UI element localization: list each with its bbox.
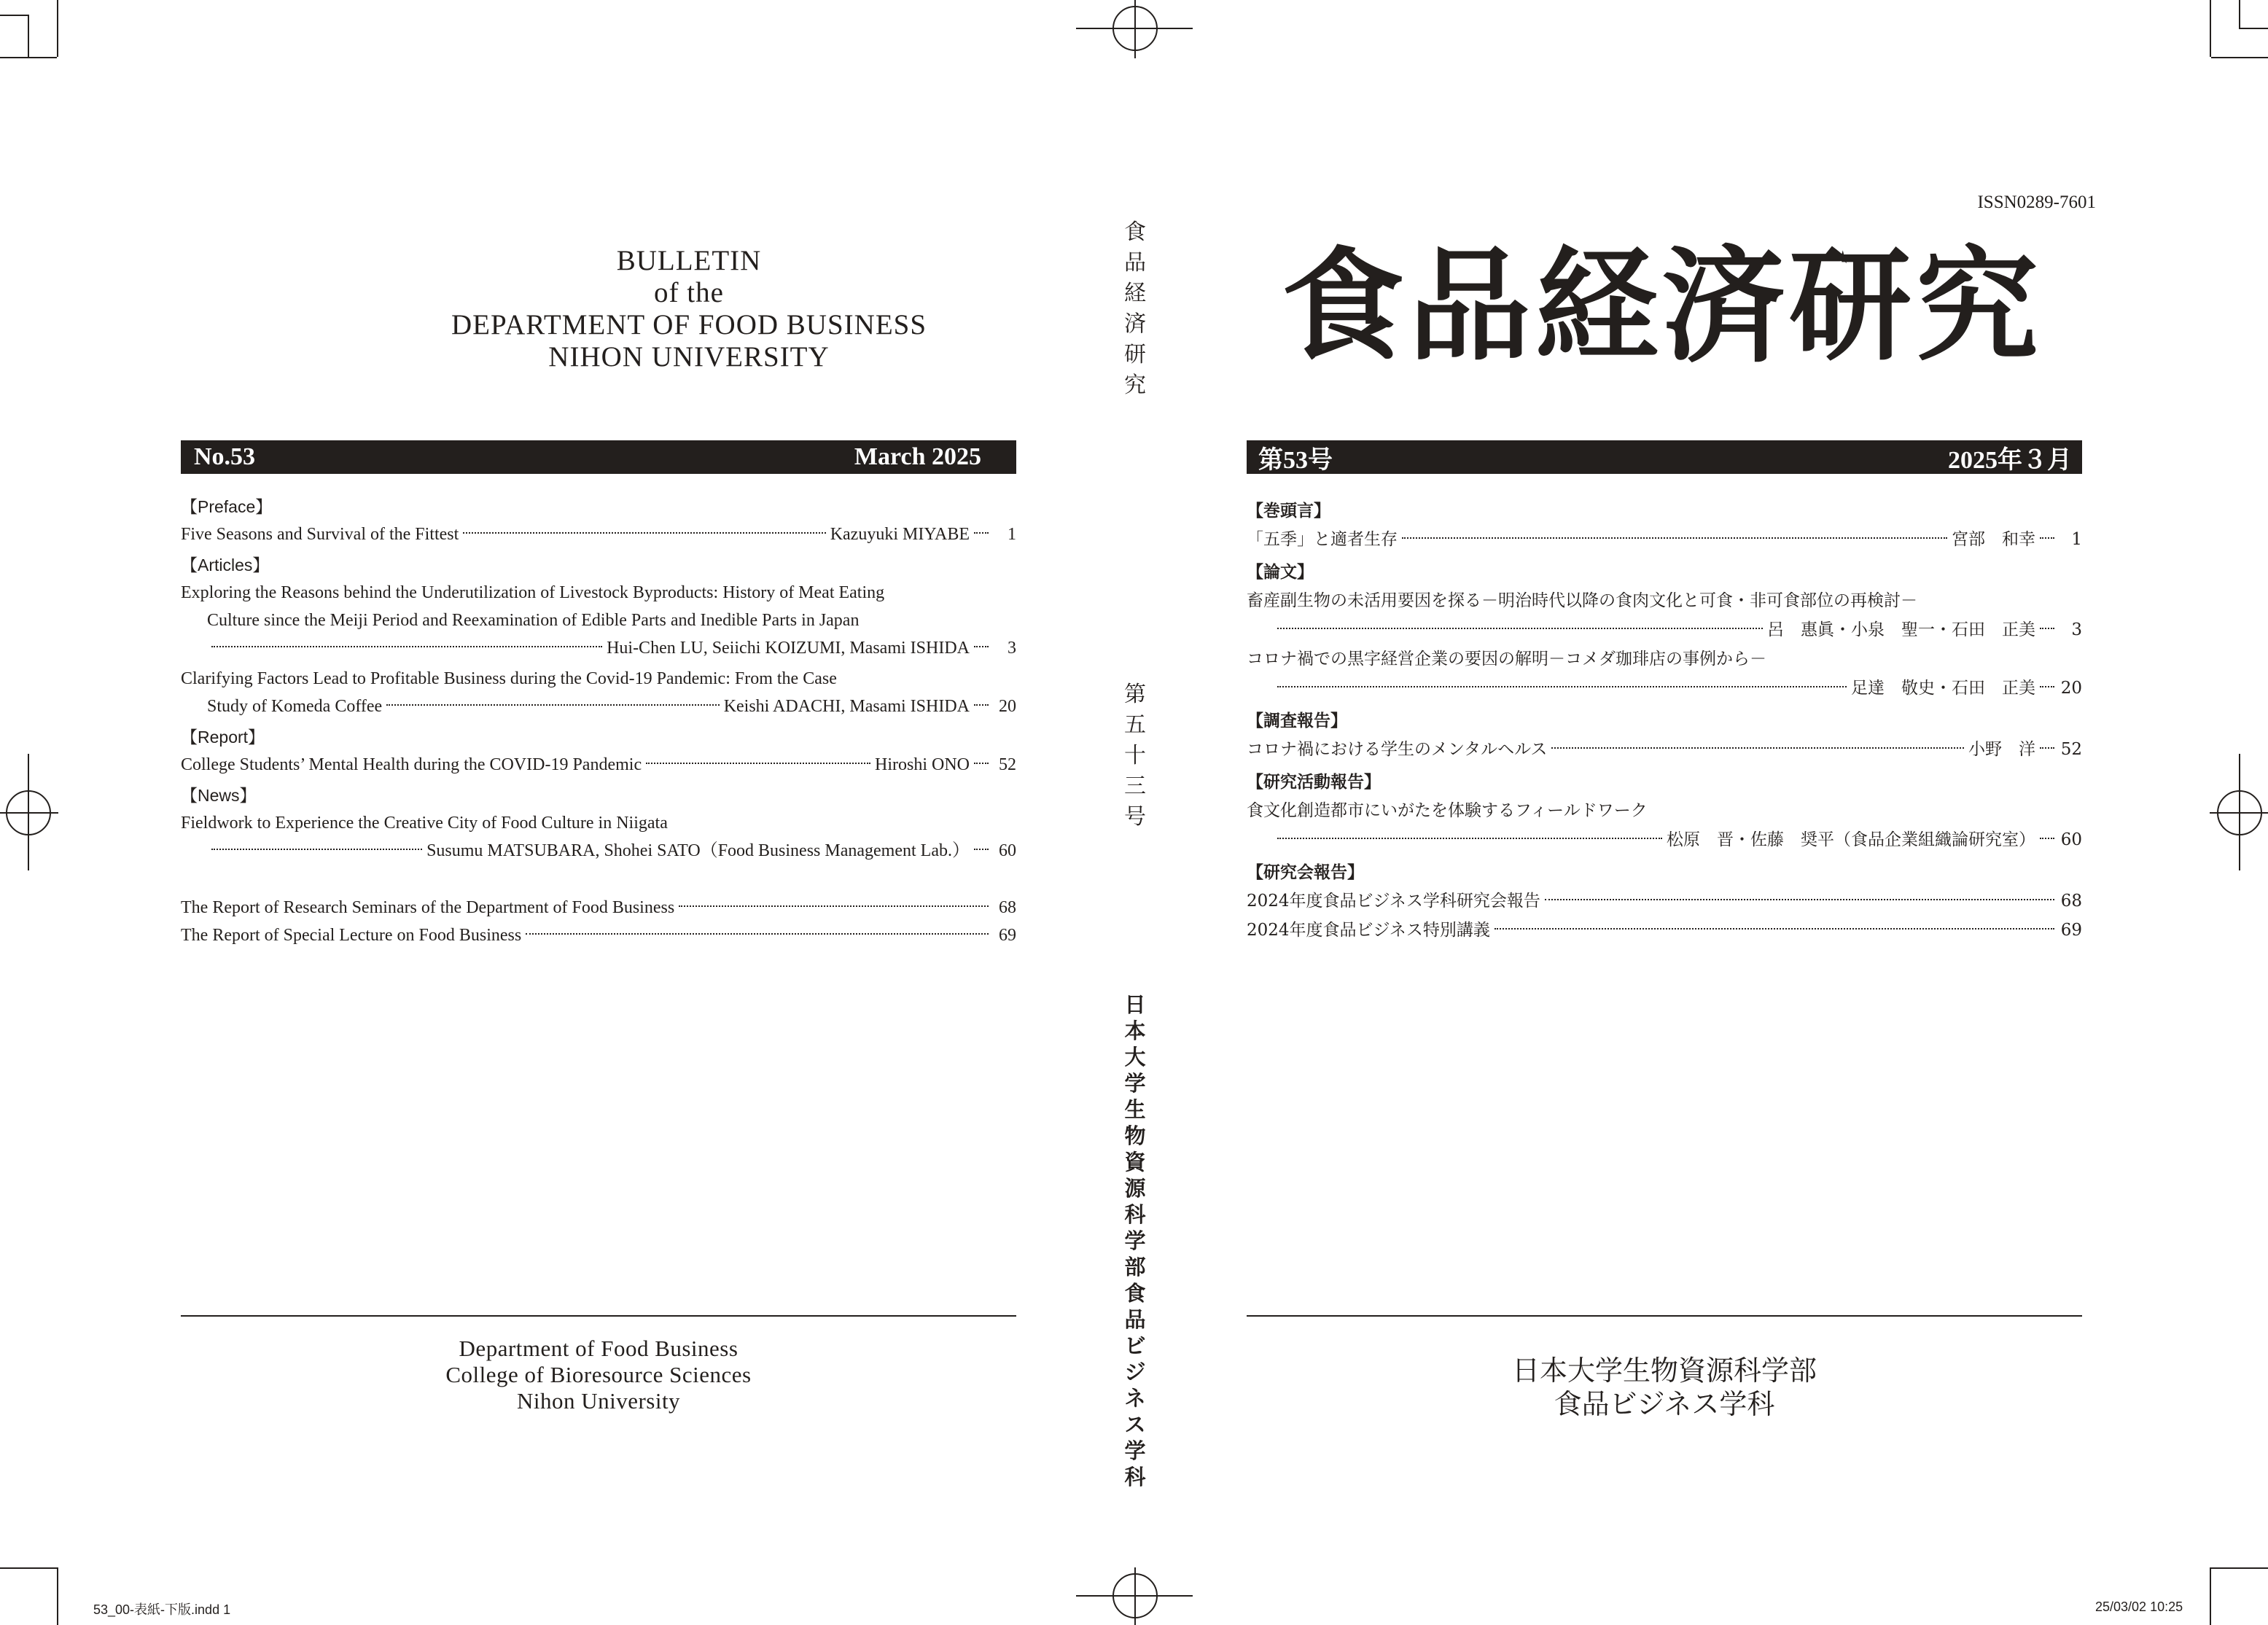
- toc-page: 69: [999, 926, 1016, 945]
- toc-page: 20: [2060, 679, 2082, 698]
- issue-date: 2025年３月: [1948, 446, 2072, 474]
- bulletin-title-line: DEPARTMENT OF FOOD BUSINESS: [451, 309, 927, 340]
- toc-page: 3: [1008, 639, 1016, 658]
- toc-entry: College Students’ Mental Health during the COVID-19 Pandemic Hiroshi ONO 52: [181, 751, 1016, 779]
- toc-page: 20: [999, 697, 1016, 716]
- toc-entry: 「五季」と適者生存 宮部 和幸 1: [1247, 525, 2082, 554]
- toc-page: 68: [999, 898, 1016, 917]
- toc-page: 1: [1008, 525, 1016, 544]
- section-heading: 【巻頭言】: [1247, 501, 1330, 520]
- toc-entry: 2024年度食品ビジネス学科研究会報告 68: [1247, 886, 2082, 916]
- toc-author: 宮部 和幸: [1952, 530, 2035, 549]
- toc-page: 60: [999, 841, 1016, 860]
- toc-author: 小野 洋: [1968, 740, 2035, 759]
- section-heading: 【研究会報告】: [1247, 862, 1364, 881]
- section-heading: 【News】: [181, 786, 257, 805]
- toc-page: 52: [2060, 740, 2082, 759]
- publisher-jp: 日本大学生物資源科学部 食品ビジネス学科: [1511, 1356, 1817, 1420]
- bulletin-title-line: of the: [654, 277, 724, 308]
- section-heading: 【調査報告】: [1247, 711, 1347, 730]
- section-heading: 【論文】: [1247, 562, 1314, 581]
- toc-entry: コロナ禍における学生のメンタルヘルス 小野 洋 52: [1247, 735, 2082, 764]
- issue-date: March 2025: [854, 443, 981, 470]
- toc-entry: Fieldwork to Experience the Creative City of Food Culture in Niigata Susumu MATSUBARA, Shohei SATO（Food Business Management Lab.） 60: [181, 809, 1016, 865]
- issn: ISSN0289-7601: [1977, 192, 2096, 212]
- toc-entry: 食文化創造都市にいがたを体験するフィールドワーク 松原 晋・佐藤 奨平（食品企業組織論研究室） 60: [1247, 796, 2082, 854]
- spine-title: 食 品 経 済 研 究: [1124, 220, 1146, 397]
- toc-entry: コロナ禍での黒字経営企業の要因の解明－コメダ珈琲店の事例から－ 足達 敬史・石田 正美 20: [1247, 644, 2082, 703]
- toc-page: 68: [2060, 892, 2082, 911]
- journal-title: 食品経済研究: [1282, 233, 2043, 378]
- toc-entry: The Report of Research Seminars of the Department of Food Business 68: [181, 894, 1016, 921]
- publisher-en: Department of Food Business College of Bioresource Sciences Nihon University: [445, 1336, 752, 1414]
- toc-page: 3: [2071, 620, 2082, 639]
- section-heading: 【研究活動報告】: [1247, 772, 1381, 791]
- slug-timestamp: 25/03/02 10:25: [2095, 1599, 2183, 1614]
- toc-author: Keishi ADACHI, Masami ISHIDA: [723, 697, 970, 716]
- spine-publisher: 日 本 大 学 生 物 資 源 科 学 部 食 品 ビ ジ ネ ス 学 科: [1124, 992, 1146, 1489]
- bulletin-title-line: BULLETIN: [616, 245, 762, 276]
- toc-entry: 畜産副生物の未活用要因を探る－明治時代以降の食肉文化と可食・非可食部位の再検討－ 呂 惠眞・小泉 聖一・石田 正美 3: [1247, 586, 2082, 644]
- toc-author: 足達 敬史・石田 正美: [1851, 679, 2035, 698]
- toc-author: 松原 晋・佐藤 奨平（食品企業組織論研究室）: [1667, 830, 2035, 849]
- spine-issue-number: 第 五 十 三 号: [1124, 682, 1146, 829]
- toc-author: 呂 惠眞・小泉 聖一・石田 正美: [1767, 620, 2035, 639]
- issue-number: No.53: [194, 443, 256, 470]
- divider-rule: [1247, 1315, 2082, 1317]
- toc-author: Susumu MATSUBARA, Shohei SATO（Food Business Management Lab.）: [426, 841, 970, 860]
- toc-page: 52: [999, 755, 1016, 774]
- bulletin-title: [181, 245, 1197, 373]
- toc-author: Kazuyuki MIYABE: [830, 525, 970, 544]
- toc-author: Hiroshi ONO: [875, 755, 970, 774]
- toc-entry: 2024年度食品ビジネス特別講義 69: [1247, 916, 2082, 945]
- slug-filename: 53_00-表紙-下版.indd 1: [93, 1602, 231, 1617]
- toc-entry: The Report of Special Lecture on Food Business 69: [181, 921, 1016, 949]
- section-heading: 【Report】: [181, 728, 265, 747]
- table-of-contents-jp: [1247, 496, 2082, 945]
- toc-page: 69: [2060, 921, 2082, 940]
- toc-page: 60: [2060, 830, 2082, 849]
- issue-number: 第53号: [1258, 446, 1333, 474]
- table-of-contents-en: [181, 493, 1016, 949]
- section-heading: 【Articles】: [181, 556, 270, 574]
- issue-bar-en: [181, 440, 1016, 474]
- section-heading: 【Preface】: [181, 497, 273, 516]
- toc-entry: Clarifying Factors Lead to Profitable Business during the Covid-19 Pandemic: From the Case Study of Komeda Coffee Keishi ADACHI, Masami ISHIDA 20: [181, 665, 1016, 720]
- bulletin-title-line: NIHON UNIVERSITY: [548, 341, 830, 373]
- toc-page: 1: [2071, 530, 2082, 549]
- toc-entry: Exploring the Reasons behind the Underutilization of Livestock Byproducts: History of Meat Eating Culture since the Meiji Period and Reexamination of Edible Parts and Inedible Parts in Japan Hui-Chen LU, Seiichi KOIZUMI, Masami ISHIDA 3: [181, 579, 1016, 662]
- issue-bar-jp: [1247, 440, 2082, 474]
- toc-entry: Five Seasons and Survival of the Fittest Kazuyuki MIYABE 1: [181, 521, 1016, 548]
- toc-author: Hui-Chen LU, Seiichi KOIZUMI, Masami ISHIDA: [607, 639, 970, 658]
- divider-rule: [181, 1315, 1016, 1317]
